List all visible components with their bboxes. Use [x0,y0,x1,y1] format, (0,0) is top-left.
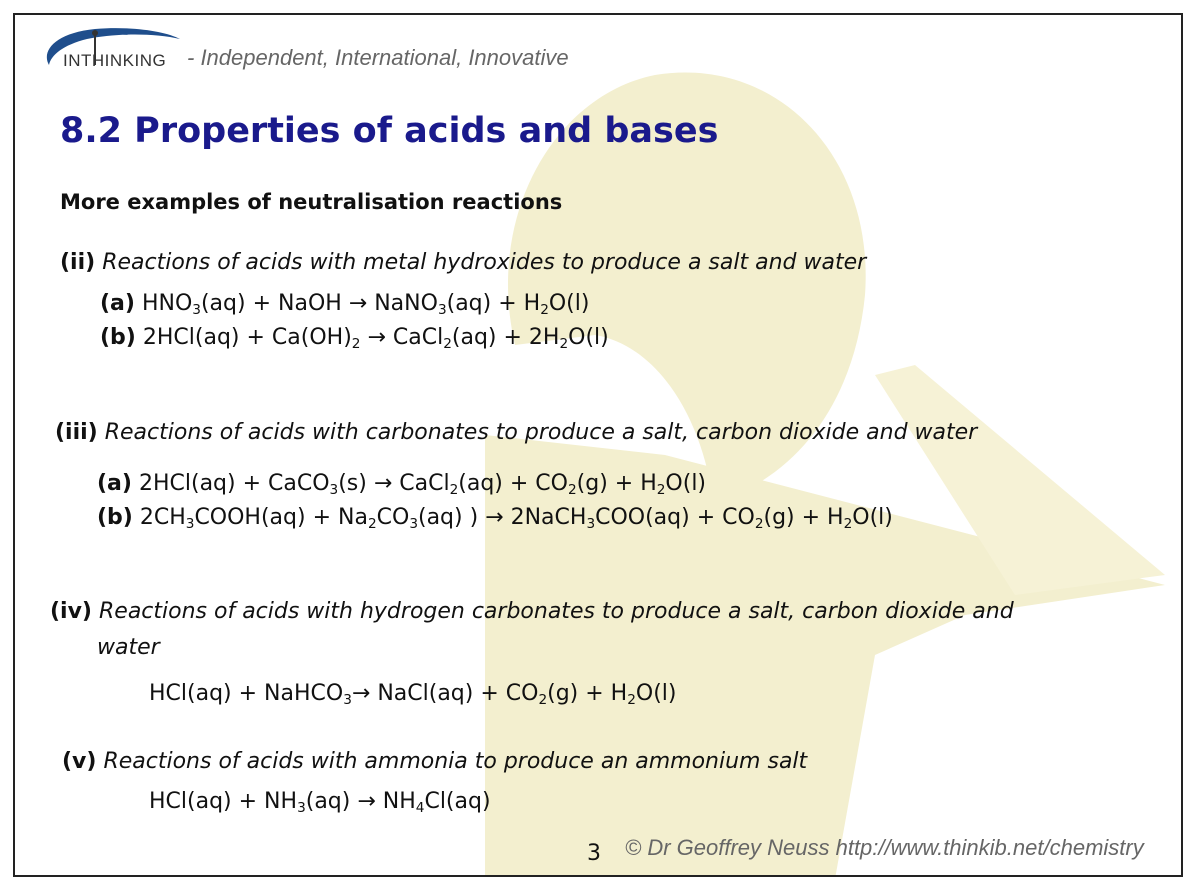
subscript: 2 [843,515,853,532]
slide [13,13,1183,877]
page-number: 3 [587,841,601,866]
subtitle: More examples of neutralisation reactions [60,190,563,214]
subscript: 3 [586,515,596,532]
equation-label: (b) [97,505,133,530]
subscript: 4 [415,799,425,816]
subscript: 2 [656,481,666,498]
section-iii-heading [55,420,977,445]
copyright: © Dr Geoffrey Neuss http://www.thinkib.net/chemistry [625,835,1144,860]
section-label: (ii) [60,250,96,275]
subscript: 2 [627,691,636,708]
equation-label: (b) [100,325,136,350]
subscript: 2 [754,515,764,532]
equation-ii-a [100,291,589,316]
equation-iv [149,681,677,706]
equation-label: (a) [100,291,135,316]
subscript: 2 [540,301,549,318]
equation-text: HCl(aq) + NaHCO$_3$→ NaCl(aq) + $CO_2(g) + H_2O(l)$ [149,681,677,708]
section-heading-continued: water [97,635,160,660]
equation-label: (a) [97,471,132,496]
subscript: 2 [367,515,377,532]
subscript: 3 [437,301,447,318]
tagline: - Independent, International, Innovative [187,45,569,70]
subscript: 2 [351,335,361,352]
subscript: 2 [567,481,577,498]
section-label: (iv) [50,599,92,624]
section-heading: Reactions of acids with ammonia to produce an ammonium salt [103,749,808,774]
equation-text: $HCl(aq) + NH_3(aq) \to NH_4Cl(aq)$ [149,789,491,816]
equation-text: 2HCl(aq) + CaCO$_3$(s) → CaCl$_2$(aq) + $CO_2(g) + H_2O(l)$ [138,471,707,498]
equation-text: $2HCl(aq) + Ca(OH)_2$ → CaCl$_2$(aq) + $2H_2O(l)$ [142,325,609,352]
section-v-heading [62,749,807,774]
section-heading: Reactions of acids with hydrogen carbonates to produce a salt, carbon dioxide and [99,599,1014,624]
section-iv-heading-cont [97,635,160,660]
equation-text: $2CH_3COOH(aq) + Na_2CO_3(aq)$ ) → 2NaCH$_3$COO(aq) + $CO_2(g) + H_2O(l)$ [139,505,893,532]
section-label: (iii) [55,420,98,445]
equation-ii-b [100,325,609,350]
equation-text: $HNO_3(aq)$ + NaOH → NaNO$_3$(aq) + $H_2O(l)$ [141,291,590,318]
subscript: 2 [443,335,452,352]
section-iv-heading [50,599,1014,624]
subscript: 3 [297,799,306,816]
subscript: 3 [185,515,195,532]
section-ii-heading [60,250,866,275]
section-label: (v) [62,749,97,774]
subscript: 3 [192,301,201,318]
equation-iii-b [97,505,893,530]
section-heading: Reactions of acids with carbonates to produce a salt, carbon dioxide and water [104,420,978,445]
equation-v [149,789,491,814]
subscript: 2 [559,335,569,352]
equation-iii-a [97,471,706,496]
subscript: 3 [409,515,418,532]
page-title: 8.2 Properties of acids and bases [60,111,719,151]
subscript: 2 [538,691,548,708]
subscript: 3 [329,481,339,498]
subscript: 3 [343,691,352,708]
subscript: 2 [449,481,459,498]
section-heading: Reactions of acids with metal hydroxides to produce a salt and water [102,250,867,275]
logo-text: INTHINKING [63,51,167,70]
